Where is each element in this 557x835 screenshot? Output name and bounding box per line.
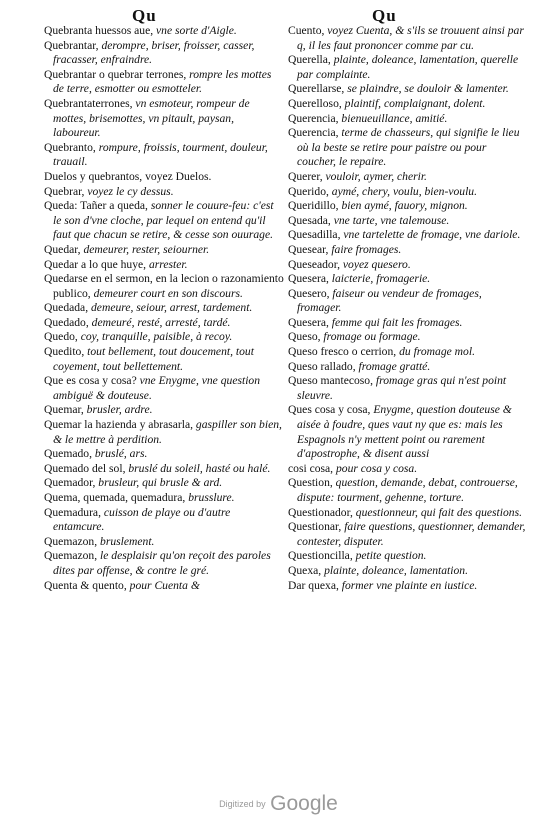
entry-definition: cuisson de playe ou d'autre entamcure. (53, 505, 231, 534)
left-column (44, 24, 284, 593)
entry-headword: Querelloso, (288, 96, 342, 110)
entry-headword: Queso, (288, 330, 321, 344)
entry-headword: Questionador, (288, 505, 353, 519)
entry-headword: Quedar, (44, 242, 81, 256)
entry-headword: Querer, (288, 169, 323, 183)
entry-definition: fromage gratté. (355, 359, 431, 373)
dictionary-entry (44, 185, 284, 200)
entry-definition: terme de chasseurs, qui signifie le lieu où la beste se retire pour paistre ou pour coucher, le repaire. (297, 126, 520, 169)
dictionary-entry (288, 214, 528, 229)
entry-headword: Quesada, (288, 213, 331, 227)
dictionary-entry (44, 447, 284, 462)
entry-headword: Quebrar, (44, 184, 85, 198)
dictionary-entry (288, 360, 528, 375)
dictionary-entry (44, 258, 284, 273)
entry-definition: demeurer court en son discours. (90, 286, 243, 300)
dictionary-entry (44, 316, 284, 331)
entry-definition: faiseur ou vendeur de fromages, fromager. (297, 286, 482, 315)
dictionary-entry (288, 476, 528, 505)
dictionary-entry (288, 126, 528, 170)
entry-definition: faire fromages. (328, 242, 402, 256)
entry-definition: brusler, ardre. (83, 403, 153, 417)
entry-headword: Quemazon, (44, 534, 98, 548)
entry-definition: du fromage mol. (396, 345, 475, 359)
entry-definition: derompre, briser, froisser, casser, fracasser, enfraindre. (53, 38, 255, 67)
google-logo: Google (270, 792, 338, 815)
entry-headword: Cuento, (288, 24, 325, 37)
dictionary-entry (44, 549, 284, 578)
right-column (288, 24, 528, 593)
entry-definition: tout bellement, tout doucement, tout coyement, tout bellettement. (53, 345, 254, 373)
entry-headword: Queda: Tañer a queda, (44, 199, 148, 213)
dictionary-entry (44, 24, 284, 39)
entry-definition: question, demande, debat, controuerse, dispute: tourment, gehenne, torture. (297, 476, 518, 504)
entry-headword: Dar quexa, (288, 578, 339, 592)
dictionary-entry (288, 97, 528, 112)
entry-headword: Que es cosa y cosa? (44, 374, 137, 388)
dictionary-entry (288, 243, 528, 258)
entry-headword: Quedarse en el sermon, en la lecion o razonamiento publico, (44, 272, 284, 300)
entry-definition: coy, tranquille, paisible, à recoy. (77, 330, 233, 344)
entry-headword: Quedo, (44, 330, 78, 344)
entry-headword: Queso fresco o cerrion, (288, 345, 397, 359)
dictionary-entry (44, 476, 284, 491)
dictionary-entry (288, 82, 528, 97)
dictionary-entry (288, 579, 528, 594)
entry-definition: fromage gras qui n'est point sleuvre. (297, 374, 507, 402)
entry-headword: Queso rallado, (288, 359, 356, 373)
dictionary-entry (288, 199, 528, 214)
entry-definition: faire questions, questionner, demander, contester, disputer. (297, 520, 526, 548)
entry-definition: rompure, froissis, tourment, douleur, trauail. (53, 140, 268, 169)
entry-headword: Quesero, (288, 286, 330, 300)
dictionary-entry (44, 579, 284, 594)
dictionary-entry (288, 170, 528, 185)
dictionary-entry (44, 506, 284, 535)
dictionary-entry (288, 272, 528, 287)
entry-definition: le desplaisir qu'on reçoit des paroles dites par offense, & contre le gré. (53, 549, 271, 577)
entry-headword: Quemador, (44, 476, 96, 490)
entry-headword: Queso mantecoso, (288, 374, 374, 388)
entry-headword: Quenta & quento, (44, 578, 127, 592)
entry-definition: gaspiller son bien, & le mettre à perdition. (53, 418, 282, 446)
entry-definition: bruslé du soleil, hasté ou halé. (125, 461, 271, 475)
entry-headword: Question, (288, 476, 333, 490)
entry-definition: vne Enygme, vne question ambiguë & douteuse. (53, 374, 261, 402)
entry-headword: Quemado del sol, (44, 461, 126, 475)
entry-definition: voyez Cuenta, & s'ils se trouuent ainsi par q, il les faut prononcer comme par cu. (297, 24, 524, 52)
dictionary-entry (44, 374, 284, 403)
entry-headword: Duelos y quebrantos, voyez Duelos. (44, 169, 212, 183)
entry-headword: Quemadura, (44, 505, 101, 519)
watermark-prefix: Digitized by (219, 799, 266, 809)
dictionary-entry (288, 549, 528, 564)
entry-headword: Querellarse, (288, 82, 345, 96)
entry-definition: plaintif, complaignant, dolent. (341, 96, 486, 110)
left-running-head: Qu (132, 6, 157, 25)
dictionary-entry (288, 564, 528, 579)
entry-definition: laicterie, fromagerie. (328, 272, 431, 286)
dictionary-entry (288, 330, 528, 345)
dictionary-entry (44, 170, 284, 185)
dictionary-entry (44, 68, 284, 97)
entry-definition: bienueuillance, amitié. (338, 111, 448, 125)
entry-headword: Quedar a lo que huye, (44, 257, 147, 271)
dictionary-entry (288, 228, 528, 243)
entry-definition: arrester. (146, 257, 188, 271)
entry-definition: plainte, doleance, lamentation, querelle par complainte. (297, 53, 519, 81)
entry-headword: Quebranto, (44, 140, 96, 154)
dictionary-entry (44, 243, 284, 258)
dictionary-entry (44, 418, 284, 447)
entry-headword: Quemado, (44, 447, 92, 461)
entry-definition: questionneur, qui fait des questions. (352, 505, 522, 519)
digitized-watermark (0, 792, 557, 816)
entry-headword: Quesear, (288, 242, 329, 256)
entry-definition: pour cosa y cosa. (333, 461, 418, 475)
entry-definition: bien aymé, fauory, mignon. (338, 199, 468, 213)
entry-headword: Quema, quemada, quemadura, (44, 491, 186, 504)
dictionary-entry (44, 39, 284, 68)
entry-headword: Quedado, (44, 315, 89, 329)
dictionary-entry (288, 520, 528, 549)
entry-definition: bruslement. (97, 534, 155, 548)
entry-headword: Querencia, (288, 126, 339, 140)
entry-headword: Questionar, (288, 520, 342, 534)
dictionary-entry (288, 506, 528, 521)
entry-headword: Quemar la hazienda y abrasarla, (44, 418, 194, 432)
entry-definition: plainte, doleance, lamentation. (321, 563, 468, 577)
entry-headword: Quebrantar o quebrar terrones, (44, 67, 187, 81)
dictionary-entry (288, 374, 528, 403)
entry-definition: rompre les mottes de terre, esmotter ou esmotteler. (53, 67, 272, 96)
entry-definition: femme qui fait les fromages. (328, 315, 463, 329)
entry-definition: demeuré, resté, arresté, tardé. (88, 315, 231, 329)
dictionary-entry (288, 185, 528, 200)
dictionary-entry (288, 53, 528, 82)
entry-definition: aymé, chery, voulu, bien-voulu. (328, 184, 477, 198)
entry-headword: Quesera, (288, 272, 329, 286)
right-running-head: Qu (372, 6, 397, 25)
dictionary-entry (288, 345, 528, 360)
entry-definition: demeure, seiour, arrest, tardement. (88, 301, 253, 315)
dictionary-entry (44, 301, 284, 316)
entry-definition: sonner le couure-feu: c'est le son d'vne cloche, par lequel on entend qu'il faut que chacun se retire, & cesse son ouurage. (53, 199, 274, 242)
entry-headword: Queseador, (288, 257, 341, 271)
entry-definition: vne tarte, vne talemouse. (330, 213, 450, 227)
entry-headword: Quemazon, (44, 549, 98, 563)
entry-headword: Quexa, (288, 563, 322, 577)
entry-headword: Quebrantaterrones, (44, 96, 133, 110)
entry-headword: Quesera, (288, 315, 329, 329)
entry-headword: Quedito, (44, 345, 85, 359)
dictionary-entry (288, 287, 528, 316)
entry-definition: voyez quesero. (340, 257, 411, 271)
entry-definition: voyez le cy dessus. (84, 184, 174, 198)
dictionary-entry (288, 316, 528, 331)
entry-definition: brusleur, qui brusle & ard. (95, 476, 223, 490)
entry-headword: Quebrantar, (44, 38, 99, 52)
entry-definition: vn esmoteur, rompeur de mottes, brisemottes, vn pitault, paysan, laboureur. (53, 96, 250, 140)
entry-definition: fromage ou formage. (320, 330, 421, 344)
entry-definition: vne tartelette de fromage, vne dariole. (340, 228, 521, 242)
dictionary-entry (44, 272, 284, 301)
dictionary-entry (44, 345, 284, 374)
entry-definition: vouloir, aymer, cherir. (322, 169, 427, 183)
entry-headword: Querencia, (288, 111, 339, 125)
dictionary-entry (44, 330, 284, 345)
dictionary-entry (44, 535, 284, 550)
entry-headword: Quebranta huessos aue, (44, 24, 154, 37)
entry-headword: cosi cosa, (288, 461, 334, 475)
entry-definition: bruslé, ars. (91, 447, 148, 461)
entry-headword: Queridillo, (288, 199, 339, 213)
entry-headword: Querella, (288, 53, 331, 67)
entry-definition: demeurer, rester, seiourner. (80, 242, 210, 256)
dictionary-entry (288, 462, 528, 477)
entry-definition: Enygme, question douteuse & aisée à foudre, ques vaut ny que es: mais les Espagnols n'y mettent point ou rarement d'apostrophe, & disent aussi (297, 403, 512, 461)
entry-headword: Ques cosa y cosa, (288, 403, 371, 417)
dictionary-entry (288, 112, 528, 127)
entry-definition: vne sorte d'Aigle. (153, 24, 237, 37)
entry-definition: brusslure. (185, 491, 235, 504)
dictionary-entry (288, 258, 528, 273)
entry-definition: former vne plainte en iustice. (338, 578, 478, 592)
dictionary-entry (44, 462, 284, 477)
dictionary-entry (44, 491, 284, 506)
entry-headword: Questioncilla, (288, 549, 353, 563)
entry-headword: Quedada, (44, 301, 89, 315)
dictionary-entry (44, 403, 284, 418)
entry-definition: pour Cuenta & (126, 578, 200, 592)
entry-definition: se plaindre, se douloir & lamenter. (344, 82, 509, 96)
entry-headword: Quesadilla, (288, 228, 341, 242)
dictionary-entry (44, 199, 284, 243)
entry-headword: Querido, (288, 184, 329, 198)
entry-definition: petite question. (352, 549, 427, 563)
entry-headword: Quemar, (44, 403, 84, 417)
dictionary-entry (288, 24, 528, 53)
dictionary-entry (288, 403, 528, 461)
dictionary-entry (44, 141, 284, 170)
dictionary-entry (44, 97, 284, 141)
